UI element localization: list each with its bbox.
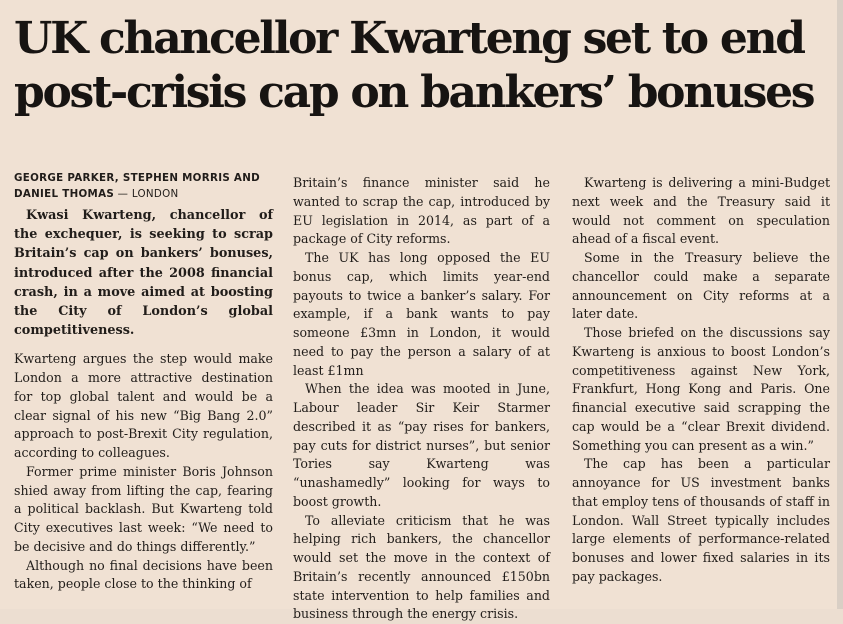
byline [14, 170, 273, 202]
byline-location: — LONDON [114, 188, 178, 200]
headline-line-1: UK chancellor Kwarteng set to end [14, 12, 834, 66]
column-3 [572, 174, 830, 587]
paragraph: When the idea was mooted in June, Labour leader Sir Keir Starmer described it as “pay rises for bankers, pay cuts for district nurses”, but senior Tories say Kwarteng was “unashamedly” looking for ways to boost growth. [293, 380, 550, 511]
paragraph: Those briefed on the discussions say Kwarteng is anxious to boost London’s competitiveness against New York, Frankfurt, Hong Kong and Paris. One financial executive said scrapping the cap would be a “clear Brexit dividend. Something you can present as a win.” [572, 324, 830, 455]
byline-authors: GEORGE PARKER, STEPHEN MORRIS AND DANIEL THOMAS [14, 172, 260, 200]
paragraph: The UK has long opposed the EU bonus cap, which limits year-end payouts to twice a banker’s salary. For example, if a bank wants to pay someone £3mn in London, it would need to pay the person a salary of at least £1mn [293, 249, 550, 380]
headline-line-2: post-crisis cap on bankers’ bonuses [14, 66, 834, 120]
lead-paragraph-block [14, 206, 273, 340]
paragraph: The cap has been a particular annoyance for US investment banks that employ tens of thousands of staff in London. Wall Street typically includes large elements of performance-related bonuses and lower fixed salaries in its pay packages. [572, 455, 830, 586]
lead-paragraph: Kwasi Kwarteng, chancellor of the exchequer, is seeking to scrap Britain’s cap on bankers’ bonuses, introduced after the 2008 financial crash, in a move aimed at boosting the City of London’s global competitiveness. [14, 206, 273, 340]
headline [14, 12, 834, 120]
paragraph: Former prime minister Boris Johnson shied away from lifting the cap, fearing a political backlash. But Kwarteng told City executives last week: “We need to be decisive and do things differently.” [14, 463, 273, 557]
paragraph: Although no final decisions have been taken, people close to the thinking of [14, 557, 273, 595]
paragraph: Some in the Treasury believe the chancellor could make a separate announcement on City reforms at a later date. [572, 249, 830, 324]
paragraph: To alleviate criticism that he was helping rich bankers, the chancellor would set the move in the context of Britain’s recently announced £150bn state intervention to help families and business through the energy crisis. [293, 512, 550, 624]
column-2 [293, 174, 550, 624]
paragraph: Kwarteng argues the step would make London a more attractive destination for top global talent and would be a clear signal of his new “Big Bang 2.0” approach to post-Brexit City regulation, according to colleagues. [14, 350, 273, 463]
column-1 [14, 170, 273, 594]
paragraph: Kwarteng is delivering a mini-Budget next week and the Treasury said it would not comment on speculation ahead of a fiscal event. [572, 174, 830, 249]
paragraph: Britain’s finance minister said he wanted to scrap the cap, introduced by EU legislation in 2014, as part of a package of City reforms. [293, 174, 550, 249]
